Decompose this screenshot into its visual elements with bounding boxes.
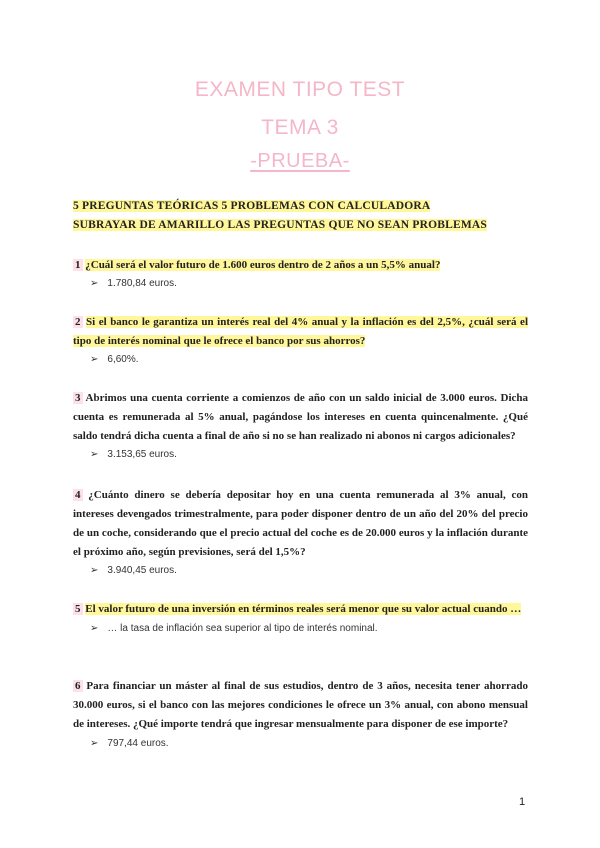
arrow-icon: ➢ — [90, 623, 99, 634]
answer-text: … la tasa de inflación sea superior al tipo de interés nominal. — [107, 623, 378, 634]
question-text: El valor futuro de una inversión en términos reales será menor que su valor actual cuando … — [85, 603, 522, 615]
topic-title: TEMA 3 — [261, 116, 339, 139]
instruction-text-1: 5 PREGUNTAS TEÓRICAS 5 PROBLEMAS CON CALCULADORA — [73, 200, 431, 212]
question-text: Para financiar un máster al final de sus estudios, dentro de 3 años, necesita tener ahorrado 30.000 euros, si el banco con las mejores condiciones le ofrece un 3% anual, con abono mensual de intereses. ¿Qué importe tendrá que ingresar mensualmente para disponer de ese importe? — [73, 680, 528, 730]
question-2 — [73, 313, 528, 351]
question-number: 2 — [75, 316, 81, 328]
answer-4 — [90, 565, 177, 576]
instruction-line-1 — [73, 200, 430, 212]
question-text: Abrimos una cuenta corriente a comienzos de año con un saldo inicial de 3.000 euros. Dicha cuenta es remunerada al 5% anual, pagándose los intereses en cuenta quincenalmente. ¿Qué saldo tendrá dicha cuenta a final de año si no se han realizado ni abonos ni cargos adicionales? — [73, 392, 528, 442]
answer-3 — [90, 449, 177, 460]
instruction-text-2: SUBRAYAR DE AMARILLO LAS PREGUNTAS QUE NO SEAN PROBLEMAS — [73, 219, 487, 231]
answer-text: 797,44 euros. — [107, 738, 169, 749]
arrow-icon: ➢ — [90, 354, 99, 365]
question-text: Si el banco le garantiza un interés real del 4% anual y la inflación es del 2,5%, ¿cuál será el tipo de interés nominal que le ofrece el banco por sus ahorros? — [73, 316, 528, 347]
answer-6 — [90, 738, 169, 749]
answer-5 — [90, 623, 378, 634]
arrow-icon: ➢ — [90, 278, 99, 289]
arrow-icon: ➢ — [90, 738, 99, 749]
question-4 — [73, 486, 528, 562]
subtitle-text: -PRUEBA- — [250, 150, 350, 172]
question-6 — [73, 677, 528, 734]
question-number: 1 — [75, 259, 81, 271]
answer-2 — [90, 354, 139, 365]
answer-text: 1.780,84 euros. — [107, 278, 177, 289]
instruction-line-2 — [73, 219, 487, 231]
question-text: ¿Cuál será el valor futuro de 1.600 euros dentro de 2 años a un 5,5% anual? — [85, 259, 441, 271]
question-number: 5 — [75, 603, 81, 615]
question-number: 3 — [75, 392, 81, 404]
page-number: 1 — [519, 796, 526, 808]
question-1 — [73, 256, 528, 275]
answer-text: 6,60%. — [107, 354, 139, 365]
question-text: ¿Cuánto dinero se debería depositar hoy en una cuenta remunerada al 3% anual, con intereses devengados trimestralmente, para poder disponer dentro de un año del 20% del precio de un coche, considerando que el precio actual del coche es de 20.000 euros y la inflación durante el próximo año, según previsiones, será del 1,5%? — [73, 489, 528, 558]
answer-text: 3.940,45 euros. — [107, 565, 177, 576]
subtitle — [0, 150, 600, 173]
answer-1 — [90, 278, 177, 289]
exam-title: EXAMEN TIPO TEST — [194, 78, 406, 101]
question-number: 6 — [75, 680, 81, 692]
arrow-icon: ➢ — [90, 565, 99, 576]
question-3 — [73, 389, 528, 446]
answer-text: 3.153,65 euros. — [107, 449, 177, 460]
question-5 — [73, 600, 528, 619]
arrow-icon: ➢ — [90, 449, 99, 460]
question-number: 4 — [75, 489, 81, 501]
